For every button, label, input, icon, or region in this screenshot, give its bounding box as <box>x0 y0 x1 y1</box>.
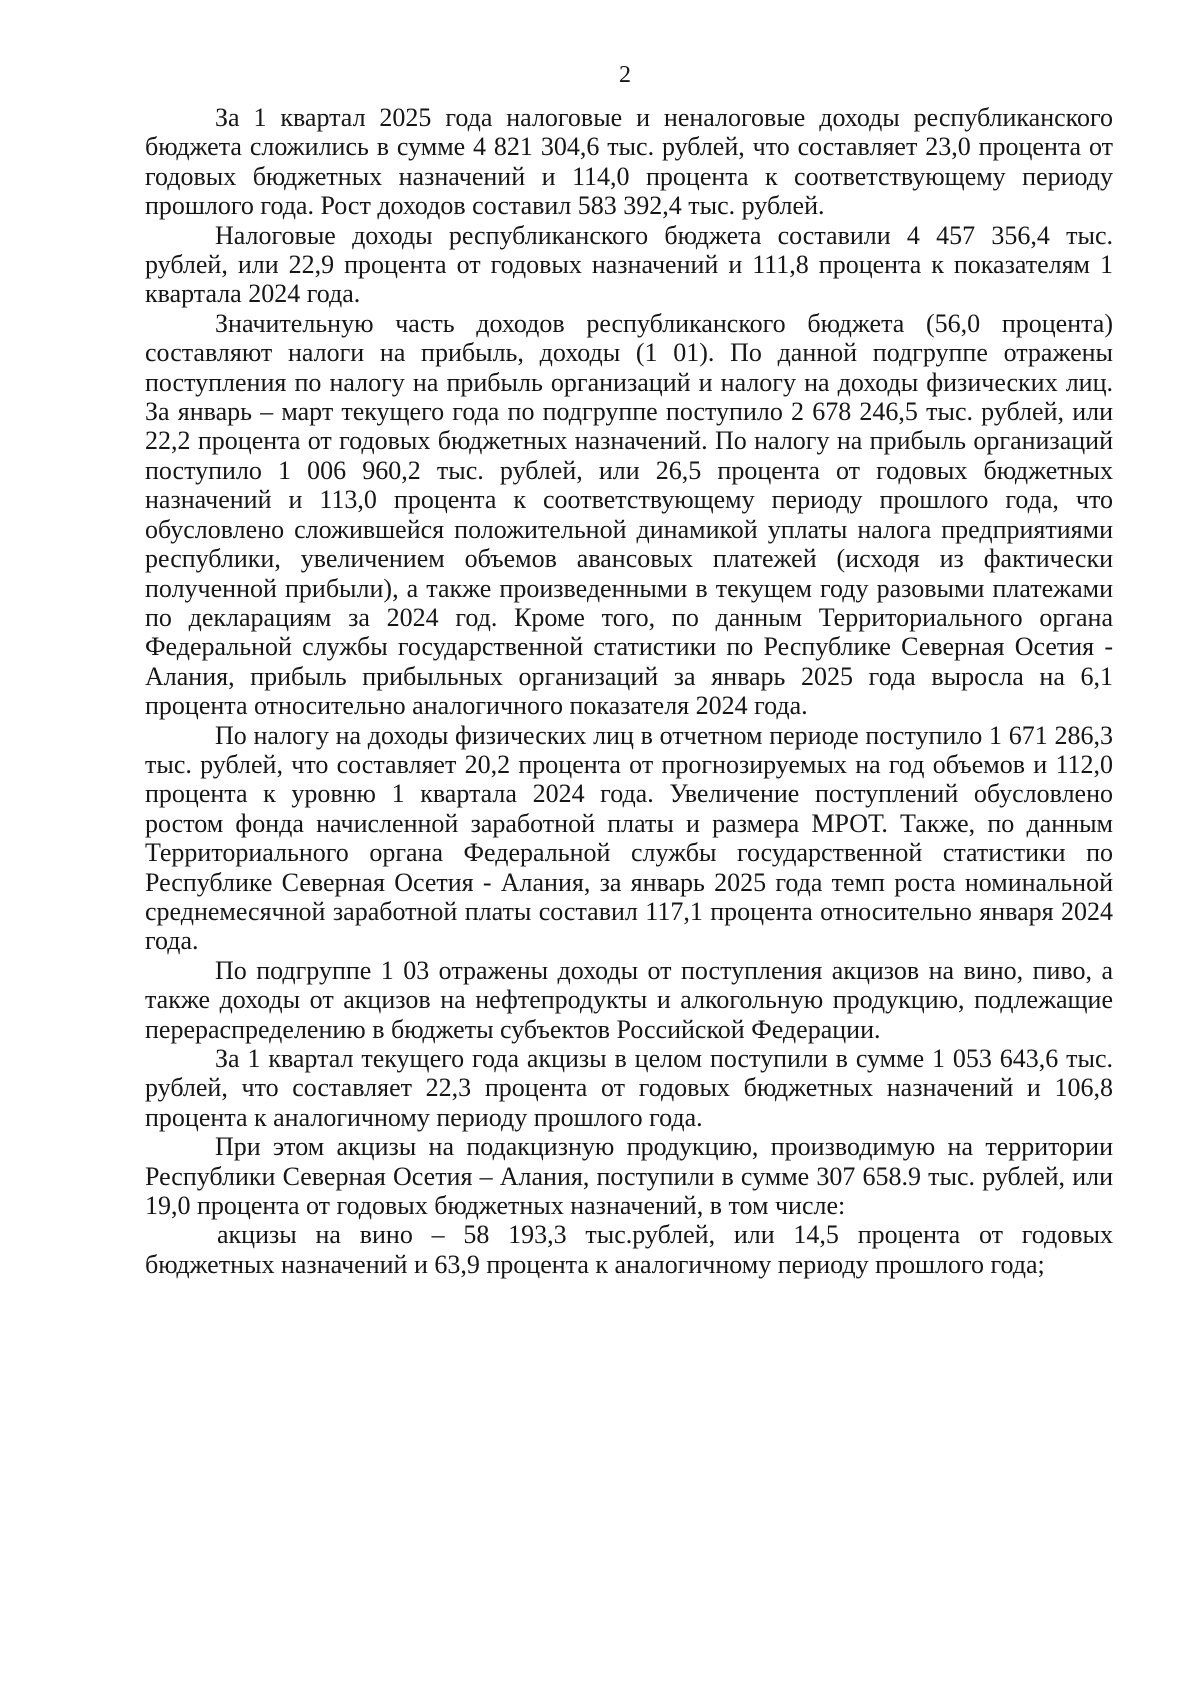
document-body <box>145 103 1113 1279</box>
list-item-wine-excise: акцизы на вино – 58 193,3 тыс.рублей, или 14,5 процента от годовых бюджетных назначений и 63,9 процента к аналогичному периоду прошлого года; <box>145 1220 1113 1279</box>
paragraph-personal-income-tax: По налогу на доходы физических лиц в отчетном периоде поступило 1 671 286,3 тыс. рублей, что составляет 20,2 процента от прогнозируемых на год объемов и 112,0 процента к уровню 1 квартала 2024 года. Увеличение поступлений обусловлено ростом фонда начисленной заработной платы и размера МРОТ. Также, по данным Территориального органа Федеральной службы государственной статистики по Республике Северная Осетия - Алания, за январь 2025 года темп роста номинальной среднемесячной заработной платы составил 117,1 процента относительно января 2024 года. <box>145 720 1113 956</box>
page-number: 2 <box>619 62 631 88</box>
paragraph-excise-subgroup: По подгруппе 1 03 отражены доходы от поступления акцизов на вино, пиво, а также доходы от акцизов на нефтепродукты и алкогольную продукцию, подлежащие перераспределению в бюджеты субъектов Российской Федерации. <box>145 955 1113 1044</box>
paragraph-tax-revenue: Налоговые доходы республиканского бюджета составили 4 457 356,4 тыс. рублей, или 22,9 процента от годовых назначений и 111,8 процента к показателям 1 квартала 2024 года. <box>145 220 1113 309</box>
paragraph-excise-total: За 1 квартал текущего года акцизы в целом поступили в сумме 1 053 643,6 тыс. рублей, что составляет 22,3 процента от годовых бюджетных назначений и 106,8 процента к аналогичному периоду прошлого года. <box>145 1044 1113 1132</box>
paragraph-q1-revenue-total: За 1 квартал 2025 года налоговые и неналоговые доходы республиканского бюджета сложились в сумме 4 821 304,6 тыс. рублей, что составляет 23,0 процента от годовых бюджетных назначений и 114,0 процента к соответствующему периоду прошлого года. Рост доходов составил 583 392,4 тыс. рублей. <box>145 103 1113 221</box>
paragraph-profit-income-taxes: Значительную часть доходов республиканского бюджета (56,0 процента) составляют налоги на прибыль, доходы (1 01). По данной подгруппе отражены поступления по налогу на прибыль организаций и налогу на доходы физических лиц. За январь – март текущего года по подгруппе поступило 2 678 246,5 тыс. рублей, или 22,2 процента от годовых бюджетных назначений. По налогу на прибыль организаций поступило 1 006 960,2 тыс. рублей, или 26,5 процента от годовых бюджетных назначений и 113,0 процента к соответствующему периоду прошлого года, что обусловлено сложившейся положительной динамикой уплаты налога предприятиями республики, увеличением объемов авансовых платежей (исходя из фактически полученной прибыли), а также произведенными в текущем году разовыми платежами по декларациям за 2024 год. Кроме того, по данным Территориального органа Федеральной службы государственной статистики по Республике Северная Осетия - Алания, прибыль прибыльных организаций за январь 2025 года выросла на 6,1 процента относительно аналогичного показателя 2024 года. <box>145 308 1113 721</box>
paragraph-excise-local-production: При этом акцизы на подакцизную продукцию, производимую на территории Республики Северная Осетия – Алания, поступили в сумме 307 658.9 тыс. рублей, или 19,0 процента от годовых бюджетных назначений, в том числе: <box>145 1132 1113 1221</box>
